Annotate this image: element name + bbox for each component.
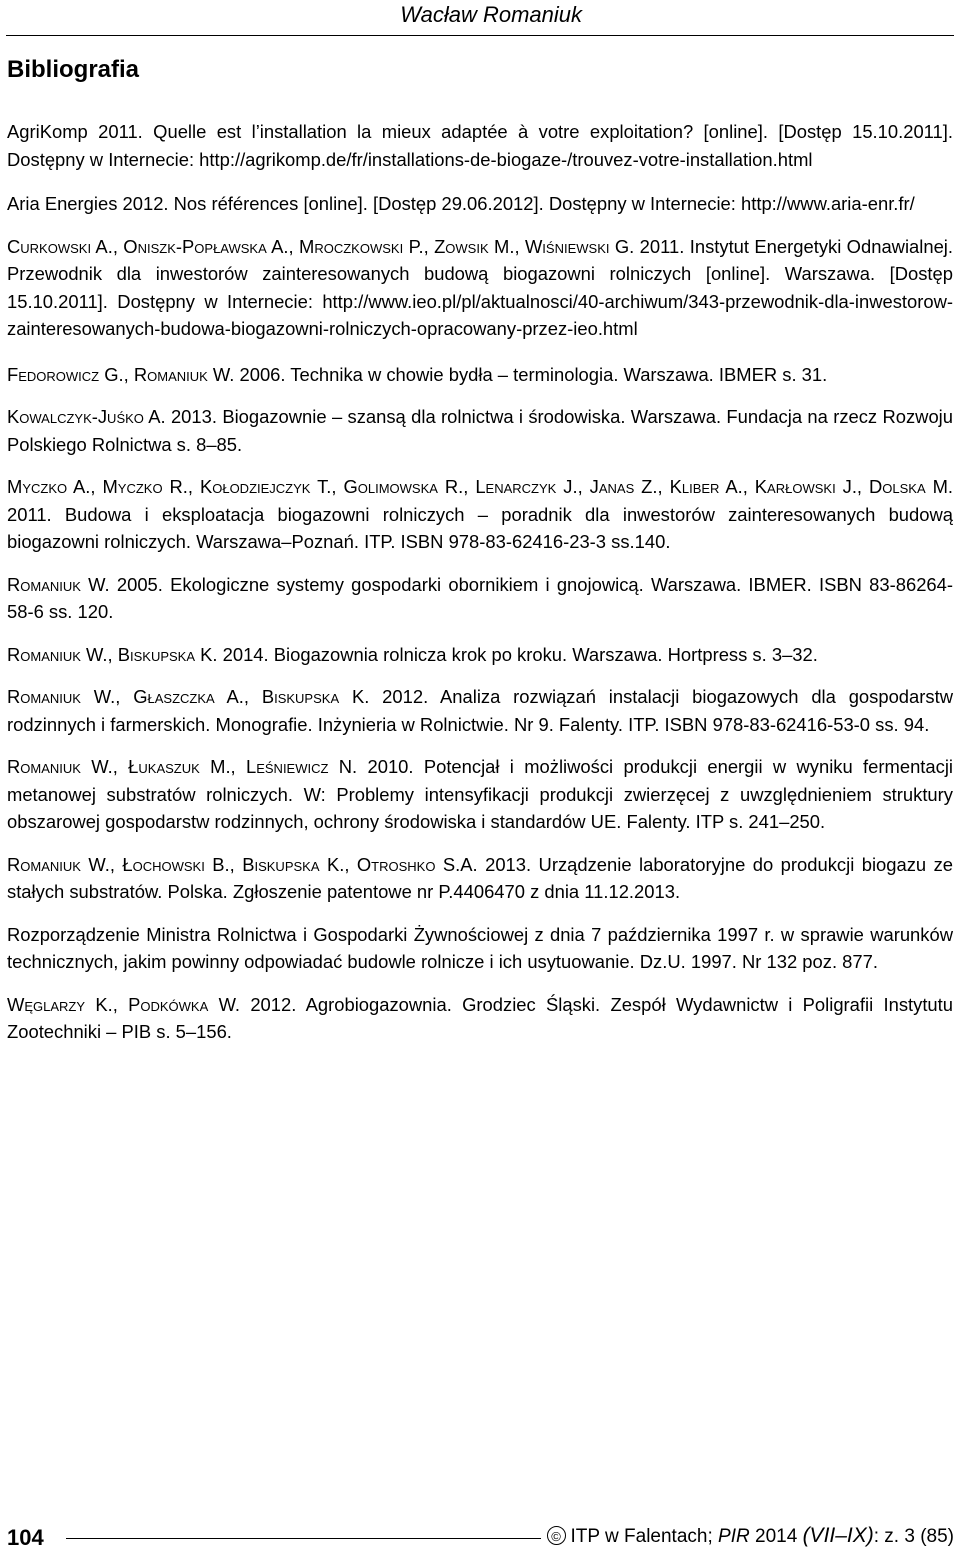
entry-authors: Curkowski A., Oniszk-Popławska A., Mroczkowski P., Zowsik M., Wiśniewski G. (7, 235, 635, 257)
entry-text: Aria Energies 2012. Nos références [online]. [Dostęp 29.06.2012]. Dostępny w Internecie: http://www.aria-enr.fr/ (7, 193, 915, 214)
bibliography-entry (7, 403, 953, 458)
journal-year: 2014 (755, 1526, 798, 1547)
bibliography-entry (7, 641, 953, 669)
entry-authors: Romaniuk W., Głaszczka A., Biskupska K. (7, 686, 370, 707)
entry-authors: Myczko A., Myczko R., Kołodziejczyk T., Golimowska R., Lenarczyk J., Janas Z., Kliber A., Karłowski J., Dolska M. (7, 476, 953, 497)
entry-authors: Romaniuk W., Łochowski B., Biskupska K., Otroshko S.A. (7, 853, 478, 875)
entry-text: 2006. Technika w chowie bydła – terminologia. Warszawa. IBMER s. 31. (234, 363, 828, 385)
entry-text: 2010. Potencjał i możliwości produkcji energii w wyniku fermentacji metanowej substratów rolniczych. W: Problemy intensyfikacji produkcji zwierzęcej z uwzględnieniem struktury obszarowej gospodarstw rodzinnych, ochrony środowiska i standardów UE. Falenty. ITP s. 241–250. (7, 756, 953, 832)
entry-text: 2011. Instytut Energetyki Odnawialnej. Przewodnik dla inwestorów zainteresowanych budową biogazowni rolniczych [online]. Warszawa. [Dostęp 15.10.2011]. Dostępny w Internecie: http://www.ieo.pl/pl/aktualnosci/40-archiwum/343-przewodnik-dla-inwestorow-zainteresowanych-budowa-biogazowni-rolniczych-opracowany-przez-ieo.html (7, 235, 954, 339)
entry-text: 2012. Agrobiogazownia. Grodziec Śląski. Zespół Wydawnictw i Poligrafii Instytutu Zootechniki – PIB s. 5–156. (7, 993, 953, 1042)
bibliography-entry (7, 190, 953, 218)
entry-authors: Kowalczyk-Juśko A. (7, 406, 166, 427)
entry-text: Rozporządzenie Ministra Rolnictwa i Gospodarki Żywnościowej z dnia 7 października 1997 r. w sprawie warunków technicznych, jakim powinny odpowiadać budowle rolnicze i ich usytuowanie. Dz.U. 1997. Nr 132 poz. 877. (7, 923, 953, 972)
bibliography-entry (7, 571, 953, 626)
journal-name: PIR (718, 1526, 750, 1547)
bibliography-entry (7, 683, 953, 738)
entry-authors: Romaniuk W., Łukaszuk M., Leśniewicz N. (7, 756, 358, 777)
entry-text: 2011. Budowa i eksploatacja biogazowni rolniczych – poradnik dla inwestorów zainteresowanych budową biogazowni rolniczych. Warszawa–Poznań. ITP. ISBN 978-83-62416-23-3 ss.140. (7, 503, 953, 552)
entry-authors: Romaniuk W. (7, 573, 110, 595)
bibliography-entry (7, 753, 953, 836)
entry-text: 2005. Ekologiczne systemy gospodarki obornikiem i gnojowicą. Warszawa. IBMER. ISBN 83-86264-58-6 ss. 120. (7, 573, 954, 622)
copyright-icon: © (547, 1526, 566, 1545)
entry-text: 2014. Biogazownia rolnicza krok po kroku. Warszawa. Hortpress s. 3–32. (217, 643, 818, 665)
bibliography-entry (7, 473, 953, 556)
running-head: Wacław Romaniuk (400, 2, 582, 27)
bibliography-entry (7, 921, 953, 976)
entry-text: AgriKomp 2011. Quelle est l’installation la mieux adaptée à votre exploitation? [online]. [Dostęp 15.10.2011]. Dostępny w Internecie: http://agrikomp.de/fr/installations-de-biogaze-/trouvez-votre-installation.html (7, 121, 953, 170)
entry-authors: Romaniuk W., Biskupska K. (7, 643, 218, 665)
entry-text: 2012. Analiza rozwiązań instalacji biogazowych dla gospodarstw rodzinnych i farmerskich. Monografie. Inżynieria w Rolnictwie. Nr 9. Falenty. ITP. ISBN 978-83-62416-53-0 ss. 94. (7, 686, 953, 735)
bibliography-entry (7, 118, 953, 173)
bibliography-entry (7, 233, 953, 343)
entry-text: 2013. Biogazownie – szansą dla rolnictwa i środowiska. Warszawa. Fundacja na rzecz Rozwoju Polskiego Rolnictwa s. 8–85. (7, 406, 954, 455)
header-rule (6, 35, 954, 36)
bibliography-entry (7, 991, 953, 1046)
publisher: ITP w Falentach; (570, 1526, 713, 1547)
bibliography-entry (7, 851, 953, 906)
page-number: 104 (7, 1525, 50, 1551)
entry-text: 2013. Urządzenie laboratoryjne do produkcji biogazu ze stałych substratów. Polska. Zgłoszenie patentowe nr P.4406470 z dnia 11.12.2013. (7, 853, 953, 902)
footer-citation (541, 1524, 954, 1548)
section-title: Bibliografia (7, 56, 140, 83)
entry-authors: Węglarzy K., Podkówka W. (7, 993, 241, 1015)
bibliography-entry (7, 361, 953, 389)
entry-authors: Fedorowicz G., Romaniuk W. (7, 363, 235, 385)
journal-issue: : z. 3 (85) (873, 1526, 954, 1547)
bibliography-list (7, 118, 953, 1061)
journal-volume: (VII–IX) (802, 1524, 874, 1547)
